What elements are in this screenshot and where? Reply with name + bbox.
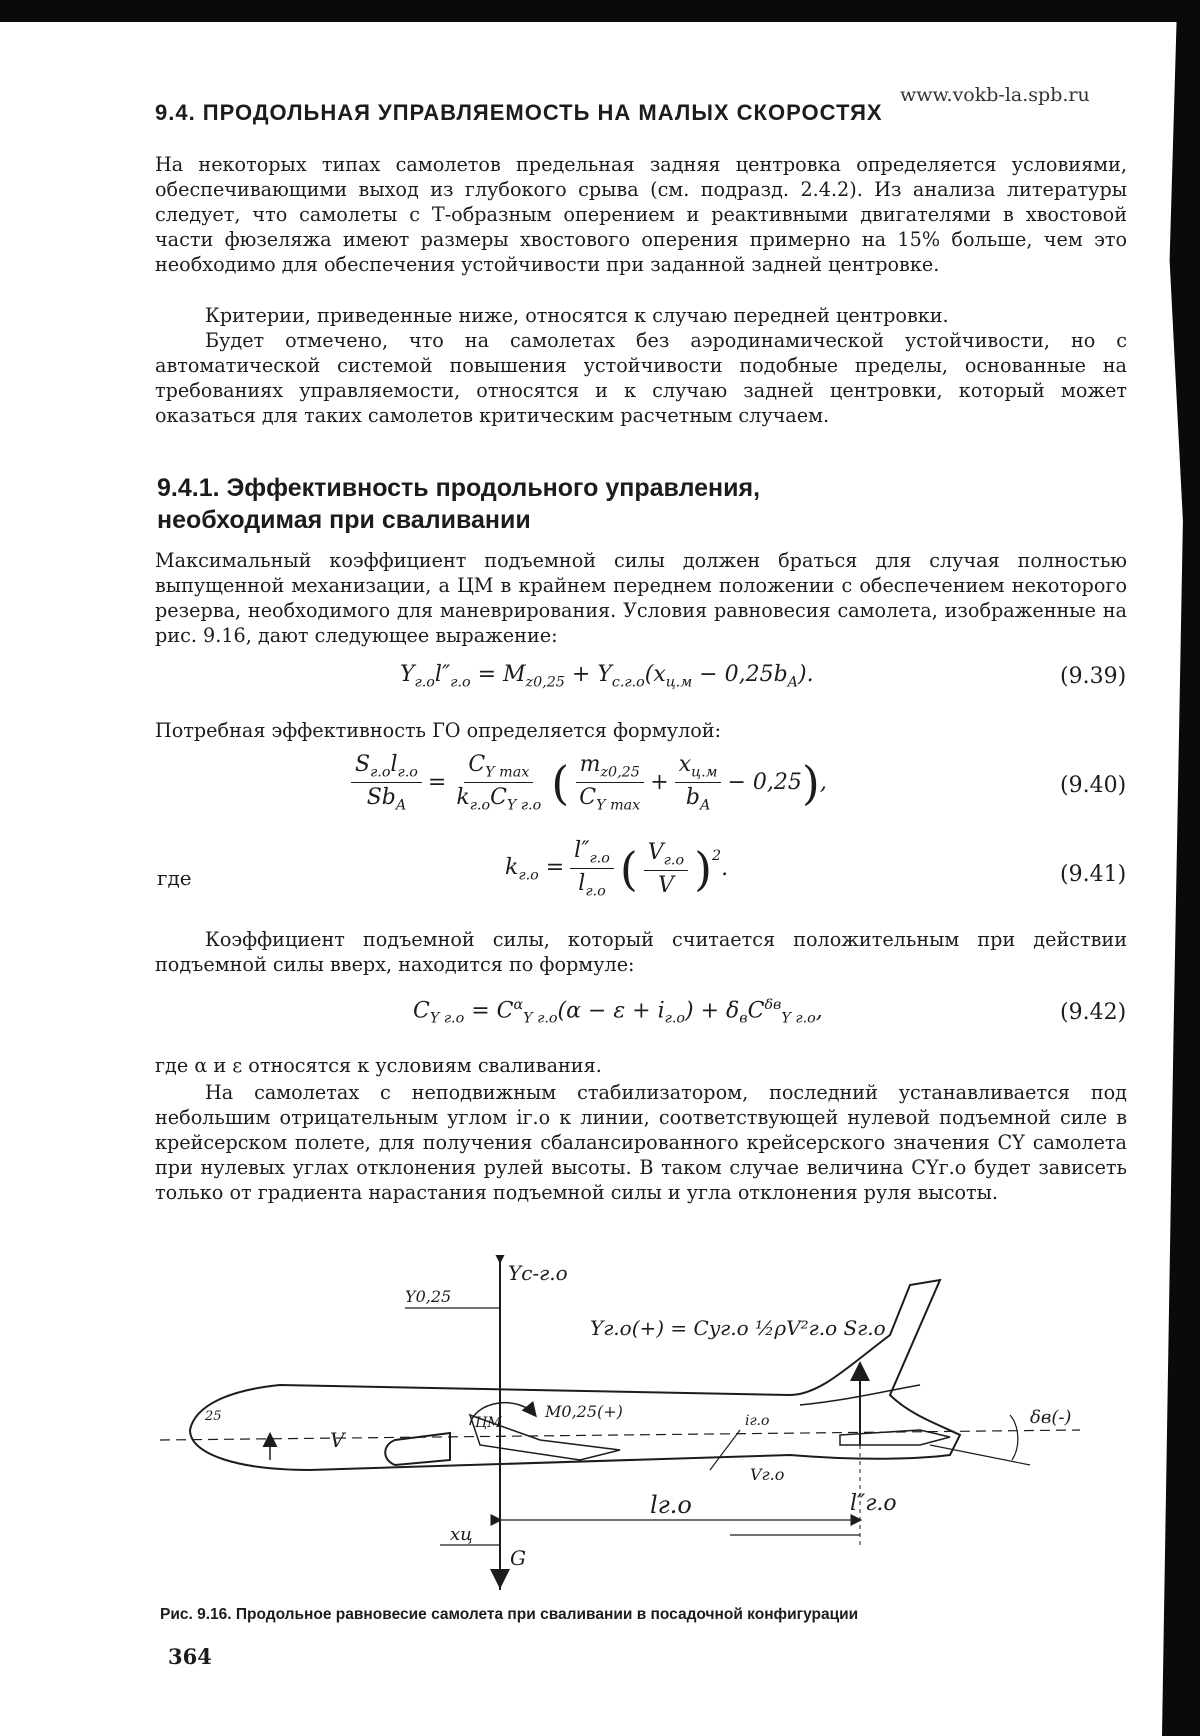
page-number: 364 <box>168 1644 212 1669</box>
paragraph-8: На самолетах с неподвижным стабилизатором, последний устанавливается под небольшим отрицательным углом iг.о к линии, соответствующей нулевой подъемной силе в крейсерском полете, для получения сбалансированного крейсерского значения CY самолета при нулевых углах отклонения рулей высоты. В таком случае величина CYг.о будет зависеть только от градиента нарастания подъемной силы и угла отклонения руля высоты. <box>155 1081 1127 1204</box>
label-tail: 25 <box>205 1409 222 1424</box>
equation-number: (9.41) <box>1060 862 1127 887</box>
where-label: где <box>157 866 192 890</box>
equation-9-39: $Y_{г.о}l''_{г.о} = M_{z0,25} + Y_{с.г.о}(x_{ц.м} - 0,25b_A)$. <box>400 662 814 691</box>
paragraph-5: Потребная эффективность ГО определяется формулой: <box>155 719 722 742</box>
label-v-go: Vг.о <box>750 1465 785 1484</box>
label-xc: xц <box>450 1524 473 1545</box>
label-l-go: lг.о <box>650 1491 692 1519</box>
label-ico: iг.о <box>745 1413 770 1429</box>
paragraph-4: Максимальный коэффициент подъемной силы должен браться для случая полностью выпущенной механизации, а ЦМ в крайнем переднем положении с обеспечением некоторого резерва, необходимого для маневрирования. Условия равновесия самолета, изображенные на рис. 9.16, дают следующее выражение: <box>155 549 1127 647</box>
label-y-go: Yг.о(+) = Cyг.о ½ρV²г.о Sг.о <box>590 1316 886 1340</box>
label-m: M0,25(+) <box>545 1402 623 1421</box>
paragraph-2: Критерии, приведенные ниже, относятся к случаю передней центровки. <box>205 304 949 327</box>
fuselage-outline <box>190 1280 960 1470</box>
equation-9-42: $C_{Y г.о} = C^\alpha_{Y г.о}(\alpha - \varepsilon + i_{г.о}) + \delta_вC^{\delta в}_{Y г.о}$, <box>413 997 823 1027</box>
watermark-url: www.vokb-la.spb.ru <box>900 84 1090 106</box>
paragraph-3: Будет отмечено, что на самолетах без аэродинамической устойчивости, но с автоматической системой повышения устойчивости подобные пределы, основанные на требованиях управляемости, относятся и к случаю задней центровки, который может оказаться для таких самолетов критическим расчетным случаем. <box>155 329 1127 427</box>
engine-outline <box>385 1433 450 1465</box>
equation-number: (9.42) <box>1060 1000 1127 1025</box>
equation-9-41: $k_{г.о}$ = $\frac{l''_{г.о}}{l_{г.о}}$ ( $\frac{V_{г.о}}{V}$ ) $^2$ . <box>505 838 729 900</box>
label-delta: δв(-) <box>1030 1407 1072 1428</box>
equation-number: (9.40) <box>1060 773 1127 798</box>
subsection-title-line1: 9.4.1. Эффективность продольного управления, <box>157 474 761 502</box>
label-y-025: Y0,25 <box>405 1287 452 1306</box>
figure-aircraft-diagram <box>150 1255 1090 1600</box>
label-y-c: Yс-г.о <box>508 1261 568 1285</box>
scan-border-right <box>1162 0 1200 1736</box>
paragraph-7: где α и ε относятся к условиям сваливания. <box>155 1054 602 1077</box>
section-title: 9.4. ПРОДОЛЬНАЯ УПРАВЛЯЕМОСТЬ НА МАЛЫХ СКОРОСТЯХ <box>155 100 883 125</box>
label-g: G <box>510 1546 526 1570</box>
scan-border-top <box>0 0 1200 22</box>
equation-number: (9.39) <box>1060 664 1127 689</box>
label-cm: ЦМ <box>475 1415 502 1431</box>
subsection-title <box>157 472 760 536</box>
label-l-go2: l″г.о <box>850 1491 897 1516</box>
figure-caption: Рис. 9.16. Продольное равновесие самолета при сваливании в посадочной конфигурации <box>160 1606 859 1623</box>
paragraph-1: На некоторых типах самолетов предельная задняя центровка определяется условиями, обеспечивающими выход из глубокого срыва (см. подразд. 2.4.2). Из анализа литературы следует, что самолеты с Т-образным оперением и реактивными двигателями в хвостовой части фюзеляжа имеют размеры хвостового оперения примерно на 15% больше, чем это необходимо для обеспечения устойчивости при заданной задней центровке. <box>155 153 1127 276</box>
equation-9-40: $\frac{S_{г.о}l_{г.о}}{Sb_A}$ = $\frac{C_{Y max}}{k_{г.о}C_{Y г.о}}$ ( $\frac{m_{z0,25}}{C_{Y max}}$ + $\frac{x_{ц.м}}{b_A}$ − 0,25 ) , <box>345 752 827 814</box>
subsection-title-line2: необходимая при сваливании <box>157 506 531 534</box>
label-v: V <box>330 1428 345 1452</box>
paragraph-6: Коэффициент подъемной силы, который считается положительным при действии подъемной силы вверх, находится по формуле: <box>155 928 1127 976</box>
